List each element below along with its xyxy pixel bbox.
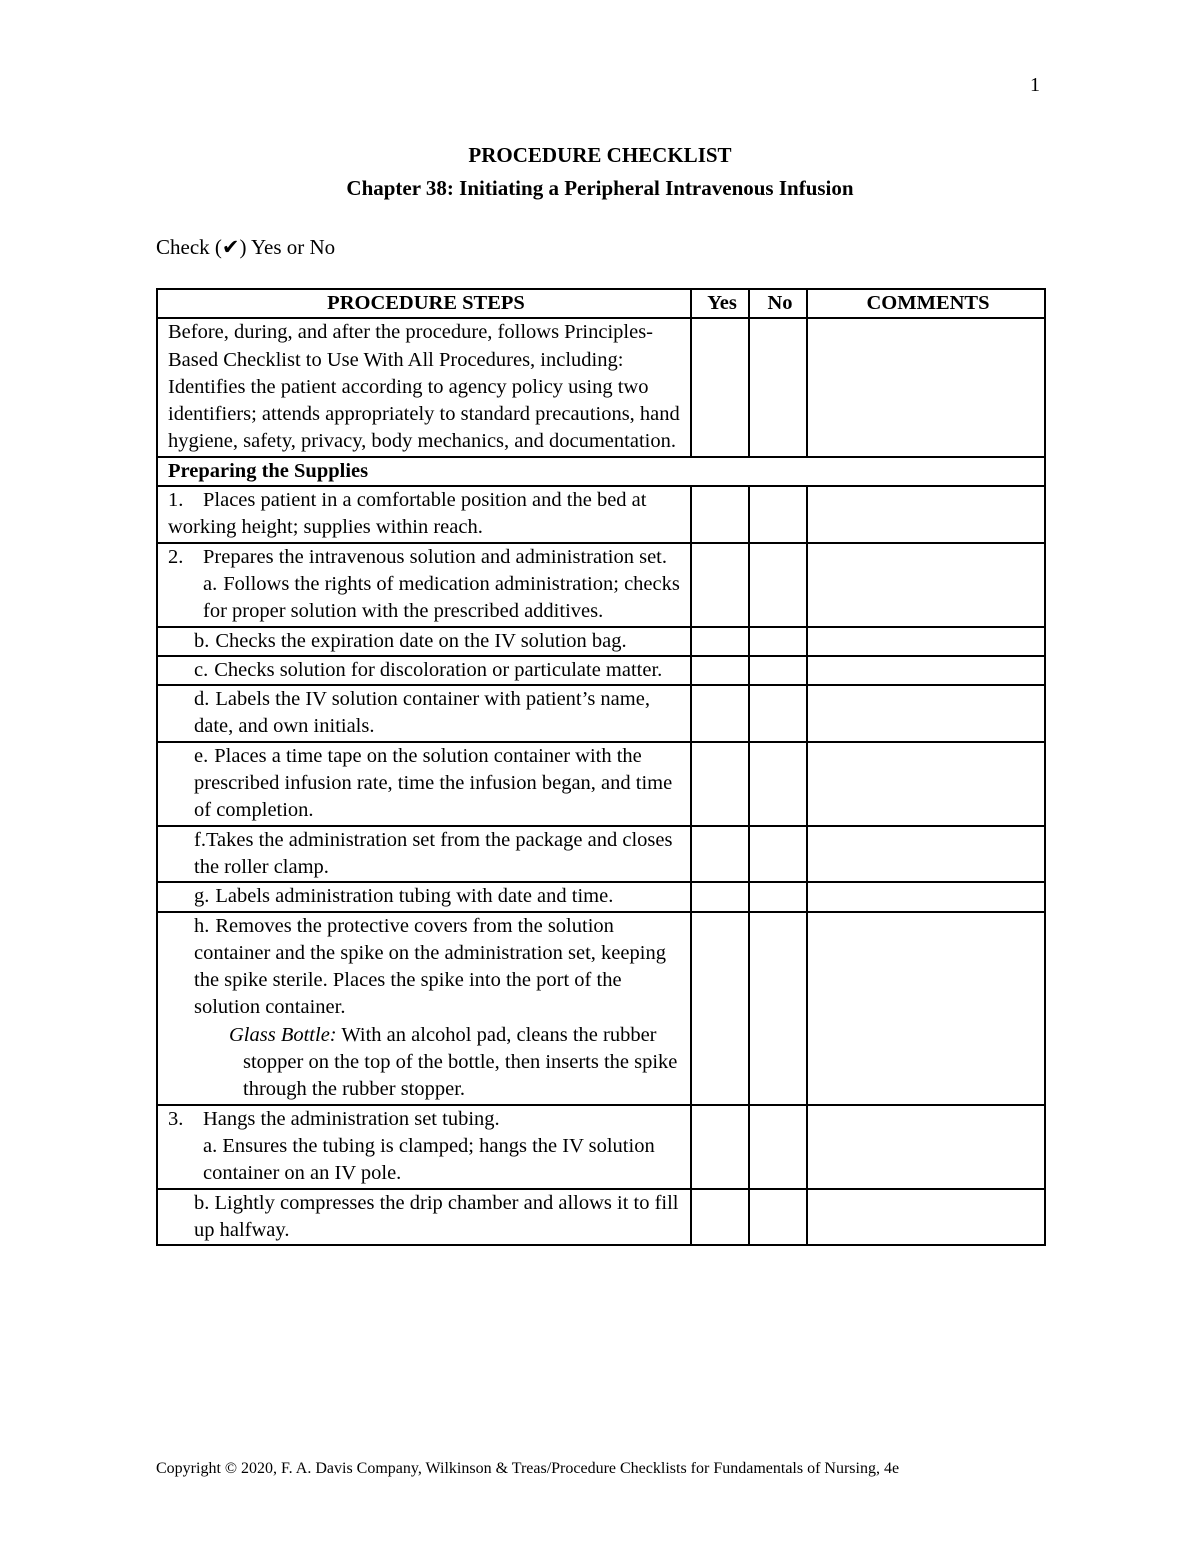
no-cell[interactable]	[749, 627, 807, 656]
comments-cell[interactable]	[807, 826, 1045, 883]
yes-cell[interactable]	[691, 543, 749, 627]
yes-cell[interactable]	[691, 1189, 749, 1246]
comments-cell[interactable]	[807, 543, 1045, 627]
copyright-footer: Copyright © 2020, F. A. Davis Company, Wilkinson & Treas/Procedure Checklists for Fundamentals of Nursing, 4e	[156, 1460, 900, 1477]
table-row	[157, 912, 1045, 1105]
step-cell	[157, 656, 691, 685]
yes-cell[interactable]	[691, 882, 749, 911]
page-number: 1	[1030, 74, 1040, 96]
substep-letter: a.	[203, 1134, 218, 1157]
step-number: 3.	[168, 1107, 184, 1130]
step-text: Before, during, and after the procedure, follows Principles-Based Checklist to Use With All Procedures, including: Identifies the patient according to agency policy using two identifiers; attends appropriately to standard precautions, hand hygiene, safety, privacy, body mechanics, and documentation.	[157, 318, 691, 456]
chapter-subtitle: Chapter 38: Initiating a Peripheral Intravenous Infusion	[346, 176, 854, 200]
substep-text: Removes the protective covers from the solution container and the spike on the administration set, keeping the spike sterile. Places the spike into the port of the solution container.	[194, 914, 666, 1019]
substep	[168, 571, 684, 626]
comments-cell[interactable]	[807, 742, 1045, 826]
table-row	[157, 318, 1045, 456]
no-cell[interactable]	[749, 685, 807, 742]
substep-letter: d.	[194, 688, 210, 711]
table-row	[157, 882, 1045, 911]
glass-bottle-text: With an alcohol pad, cleans the rubber stopper on the top of the bottle, then inserts the spike through the rubber stopper.	[243, 1023, 678, 1101]
table-row	[157, 656, 1045, 685]
substep-letter: f.	[194, 828, 206, 851]
step-cell	[157, 1105, 691, 1189]
no-cell[interactable]	[749, 1105, 807, 1189]
no-cell[interactable]	[749, 656, 807, 685]
step-cell	[157, 826, 691, 883]
step-text: Hangs the administration set tubing.	[203, 1107, 500, 1130]
column-header-yes: Yes	[691, 289, 749, 318]
yes-cell[interactable]	[691, 627, 749, 656]
yes-cell[interactable]	[691, 742, 749, 826]
no-cell[interactable]	[749, 742, 807, 826]
substep-letter: b.	[194, 629, 210, 652]
no-cell[interactable]	[749, 882, 807, 911]
substep-text: Lightly compresses the drip chamber and allows it to fill up halfway.	[194, 1191, 679, 1241]
substep-letter: g.	[194, 885, 210, 908]
column-header-comments: COMMENTS	[807, 289, 1045, 318]
substep-letter: b.	[194, 1191, 210, 1214]
column-header-steps: PROCEDURE STEPS	[157, 289, 691, 318]
table-row	[157, 1189, 1045, 1246]
yes-cell[interactable]	[691, 685, 749, 742]
substep-letter: a.	[203, 572, 218, 595]
no-cell[interactable]	[749, 1189, 807, 1246]
substep-letter: e.	[194, 744, 209, 767]
substep-text: Ensures the tubing is clamped; hangs the IV solution container on an IV pole.	[203, 1134, 655, 1185]
yes-cell[interactable]	[691, 912, 749, 1105]
substep-text: Labels administration tubing with date and time.	[215, 885, 614, 908]
step-number: 2.	[168, 545, 184, 568]
step-cell	[157, 486, 691, 543]
step-cell	[157, 882, 691, 911]
no-cell[interactable]	[749, 543, 807, 627]
yes-cell[interactable]	[691, 1105, 749, 1189]
substep	[168, 1133, 684, 1188]
step-cell	[157, 1189, 691, 1246]
section-title: Preparing the Supplies	[157, 457, 1045, 486]
table-row	[157, 742, 1045, 826]
step-cell	[157, 912, 691, 1105]
substep-letter: c.	[194, 658, 209, 681]
comments-cell[interactable]	[807, 912, 1045, 1105]
comments-cell[interactable]	[807, 656, 1045, 685]
comments-cell[interactable]	[807, 1105, 1045, 1189]
substep-text: Checks solution for discoloration or particulate matter.	[214, 658, 663, 681]
page-title: PROCEDURE CHECKLIST	[468, 143, 732, 167]
no-cell[interactable]	[749, 486, 807, 543]
glass-bottle-label: Glass Bottle:	[229, 1023, 337, 1046]
yes-cell[interactable]	[691, 656, 749, 685]
step-cell	[157, 543, 691, 627]
step-cell	[157, 742, 691, 826]
no-cell[interactable]	[749, 912, 807, 1105]
no-cell[interactable]	[749, 318, 807, 456]
procedure-checklist-table	[156, 288, 1046, 1246]
glass-bottle-note	[194, 1022, 684, 1104]
substep-text: Labels the IV solution container with patient’s name, date, and own initials.	[194, 688, 650, 738]
comments-cell[interactable]	[807, 685, 1045, 742]
column-header-no: No	[749, 289, 807, 318]
step-number: 1.	[168, 489, 184, 512]
no-cell[interactable]	[749, 826, 807, 883]
yes-cell[interactable]	[691, 318, 749, 456]
substep-letter: h.	[194, 914, 210, 937]
table-row	[157, 826, 1045, 883]
comments-cell[interactable]	[807, 486, 1045, 543]
step-text: Prepares the intravenous solution and administration set.	[203, 545, 668, 568]
table-row	[157, 1105, 1045, 1189]
section-row	[157, 457, 1045, 486]
substep-text: Follows the rights of medication administration; checks for proper solution with the prescribed additives.	[203, 572, 680, 623]
comments-cell[interactable]	[807, 627, 1045, 656]
step-text: Places patient in a comfortable position and the bed at working height; supplies within reach.	[168, 489, 647, 539]
table-row	[157, 486, 1045, 543]
substep-text: Takes the administration set from the package and closes the roller clamp.	[194, 828, 673, 878]
comments-cell[interactable]	[807, 882, 1045, 911]
table-row	[157, 627, 1045, 656]
substep-text: Checks the expiration date on the IV solution bag.	[215, 629, 627, 652]
yes-cell[interactable]	[691, 486, 749, 543]
substep-text: Places a time tape on the solution container with the prescribed infusion rate, time the infusion began, and time of completion.	[194, 744, 673, 822]
comments-cell[interactable]	[807, 1189, 1045, 1246]
table-row	[157, 685, 1045, 742]
table-row	[157, 543, 1045, 627]
table-header-row	[157, 289, 1045, 318]
check-instruction: Check (✔) Yes or No	[156, 235, 336, 259]
step-cell	[157, 685, 691, 742]
comments-cell[interactable]	[807, 318, 1045, 456]
yes-cell[interactable]	[691, 826, 749, 883]
step-cell	[157, 627, 691, 656]
